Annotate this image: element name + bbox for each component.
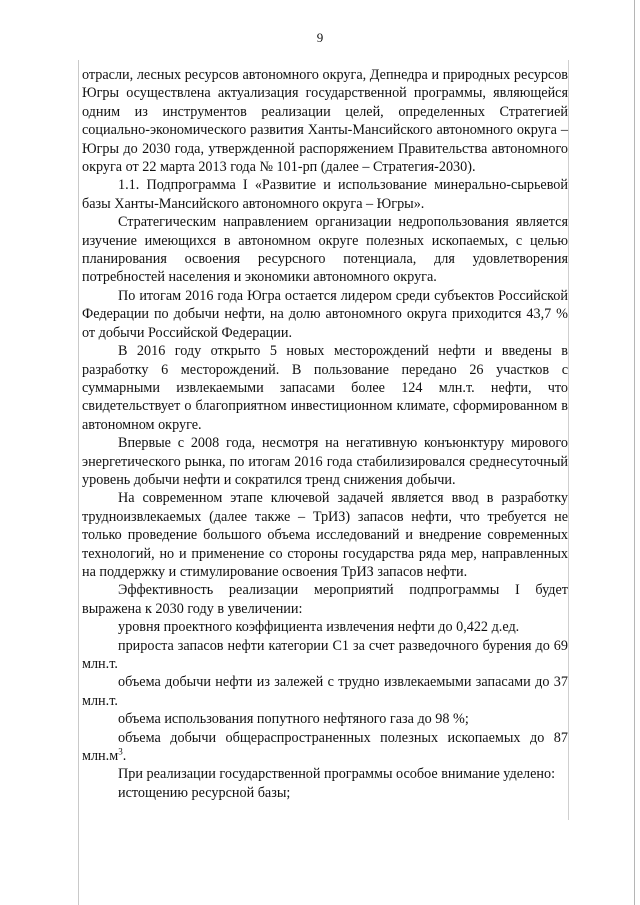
superscript: 3 (118, 746, 123, 757)
paragraph: На современном этапе ключевой задачей является ввод в разработку трудноизвлекаемых (далее также – ТрИЗ) запасов нефти, что требуется не только проведение большого объема исследований и внедрение современных технологий, но и применение со стороны государства ряда мер, направленных на поддержку и стимулирование освоения ТрИЗ запасов нефти. (82, 490, 568, 580)
period: . (122, 748, 127, 765)
document-body (82, 66, 568, 802)
paragraph: Впервые с 2008 года, несмотря на негативную конъюнктуру мирового энергетического рынка, по итогам 2016 года стабилизировался среднесуточный уровень добычи нефти и сократился тренд снижения добычи. (82, 435, 568, 488)
list-item: объема использования попутного нефтяного газа до 98 %; (118, 711, 469, 728)
paragraph: Стратегическим направлением организации недропользования является изучение имеющихся в автономном округе полезных ископаемых, с целью планирования освоения ресурсного потенциала, для удовлетворения потребностей населения и экономики автономного округа. (82, 214, 568, 286)
paragraph: При реализации государственной программы особое внимание уделено: (118, 766, 556, 783)
paragraph: отрасли, лесных ресурсов автономного округа, Депнедра и природных ресурсов Югры осуществлена актуализация государственной программы, являющейся одним из инструментов реализации целей, определенных Стратегией социально-экономического развития Ханты-Мансийского автономного округа – Югры до 2030 года, утвержденной распоряжением Правительства автономного округа от 22 марта 2013 года № 101-рп (далее – Стратегия-2030). (82, 67, 568, 176)
list-item: прироста запасов нефти категории С1 за счет разведочного бурения до 69 млн.т. (82, 637, 568, 672)
list-item: уровня проектного коэффициента извлечения нефти до 0,422 д.ед. (118, 619, 520, 636)
left-margin-line (78, 60, 79, 905)
list-item-text: объема добычи общераспространенных полезных ископаемых до 87 млн.м (82, 729, 568, 765)
right-margin-line (568, 60, 569, 820)
page-edge-line (634, 0, 635, 905)
paragraph: Эффективность реализации мероприятий подпрограммы I будет выражена к 2030 году в увеличении: (82, 582, 568, 617)
page-number: 9 (316, 30, 324, 45)
paragraph-subprogram-heading: 1.1. Подпрограмма I «Развитие и использование минерально-сырьевой базы Ханты-Мансийского автономного округа – Югры». (82, 177, 568, 212)
list-item: объема добычи нефти из залежей с трудно извлекаемыми запасами до 37 млн.т. (82, 674, 568, 709)
list-item (82, 729, 568, 766)
paragraph: По итогам 2016 года Югра остается лидером среди субъектов Российской Федерации по добычи нефти, на долю автономного округа приходится 43,7 % от добычи Российской Федерации. (82, 287, 568, 341)
list-item: истощению ресурсной базы; (118, 784, 291, 801)
paragraph: В 2016 году открыто 5 новых месторождений нефти и введены в разработку 6 месторождений. В пользование передано 26 участков с суммарными извлекаемыми запасами более 124 млн.т. нефти, что свидетельствует о благоприятном инвестиционном климате, сформированном в автономном округе. (82, 343, 568, 433)
